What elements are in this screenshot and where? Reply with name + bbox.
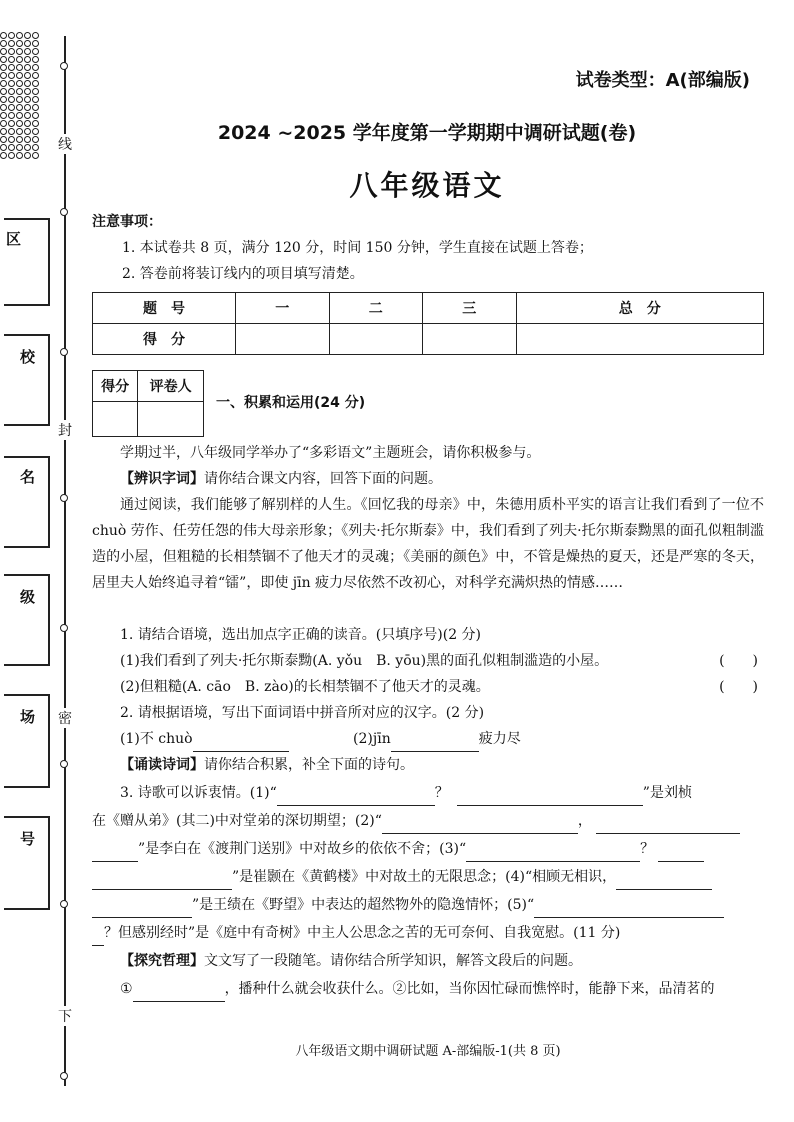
answer-paren[interactable]: ( ) — [719, 653, 758, 669]
binding-hole — [32, 112, 39, 119]
grading-box-header: 评卷人 — [138, 371, 204, 402]
binding-hole-row — [0, 112, 44, 120]
part3-instruction: 文文写了一段随笔。请你结合所学知识，解答文段后的问题。 — [204, 953, 582, 969]
q3-text: ”是王绩在《野望》中表达的超然物外的隐逸情怀；(5)“ — [192, 897, 535, 913]
binding-hole — [0, 136, 7, 143]
passage: 通过阅读，我们能够了解别样的人生。《回忆我的母亲》中，朱德用质朴平实的语言让我们看到了一位不 chuò 劳作、任劳任怨的伟大母亲形象；《列夫·托尔斯泰》中，我们看到了列夫·托尔斯泰黝黑的面孔似粗制滥造的小屋，但粗糙的长相禁锢不了他天才的灵魂；《美丽的颜色》中，不管是燥热的夏天，还是严寒的冬天，居里夫人始终追寻着“镭”，即使 jīn 疲力尽依然不改初心，对科学充满炽热的情感…… — [92, 497, 764, 591]
answer-blank[interactable] — [457, 791, 643, 806]
q3-text: ？但感别经时”是《庭中有奇树》中主人公思念之苦的无可奈何、自我宽慰。(11 分) — [104, 925, 621, 941]
part2-instruction: 请你结合积累，补全下面的诗句。 — [204, 757, 414, 773]
grading-grader-cell[interactable] — [138, 402, 204, 437]
binding-hole — [24, 112, 31, 119]
binding-hole-row — [0, 88, 44, 96]
score-cell[interactable] — [423, 324, 517, 355]
binding-hole — [8, 96, 15, 103]
page-footer: 八年级语文期中调研试题 A-部编版-1(共 8 页) — [295, 1044, 561, 1059]
binding-hole-row — [0, 80, 44, 88]
binding-hole — [32, 136, 39, 143]
binding-hole-row — [0, 144, 44, 152]
binding-hole — [24, 32, 31, 39]
binding-hole-row — [0, 120, 44, 128]
binding-hole — [16, 152, 23, 159]
answer-blank[interactable] — [92, 903, 192, 918]
exam-title: 2024 ~2025 学年度第一学期期中调研试题(卷) — [217, 122, 637, 144]
answer-blank[interactable] — [534, 903, 724, 918]
q2-item-tail: 疲力尽 — [478, 731, 521, 747]
answer-blank[interactable] — [616, 875, 712, 890]
district-label: 区 — [6, 230, 22, 248]
score-table-header: 总 分 — [516, 293, 764, 324]
binding-ring — [60, 1072, 68, 1080]
part3-line — [92, 976, 764, 1002]
notice-heading: 注意事项： — [92, 214, 162, 230]
binding-hole — [24, 128, 31, 135]
part1-heading — [92, 466, 764, 492]
binding-hole — [8, 48, 15, 55]
binding-hole — [24, 72, 31, 79]
notice-item: 2. 答卷前将装订线内的项目填写清楚。 — [122, 266, 364, 282]
q3-text: ”是刘桢 — [642, 785, 692, 801]
binding-hole — [24, 56, 31, 63]
score-table — [92, 292, 764, 355]
binding-hole — [16, 80, 23, 87]
binding-hole — [16, 32, 23, 39]
binding-hole — [16, 48, 23, 55]
score-cell[interactable] — [329, 324, 423, 355]
binding-hole — [24, 88, 31, 95]
q3-text: 在《赠从弟》(其二)中对堂弟的深切期望；(2)“ — [92, 813, 382, 829]
answer-blank[interactable] — [193, 737, 289, 752]
binding-hole — [0, 112, 7, 119]
binding-hole-row — [0, 48, 44, 56]
binding-hole — [8, 40, 15, 47]
binding-ring — [60, 624, 68, 632]
part2-heading — [92, 752, 764, 778]
q3-line — [92, 920, 764, 946]
binding-hole — [32, 72, 39, 79]
q2: 2. 请根据语境，写出下面词语中拼音所对应的汉字。(2 分) — [120, 705, 485, 721]
q3-text: ？ — [640, 841, 655, 857]
binding-hole — [24, 40, 31, 47]
part1-tag: 【辨识字词】 — [120, 471, 204, 487]
part3-heading — [92, 948, 764, 974]
part2-tag: 【诵读诗词】 — [120, 757, 204, 773]
binding-ring — [60, 494, 68, 502]
answer-blank[interactable] — [596, 819, 740, 834]
notice-item: 1. 本试卷共 8 页，满分 120 分，时间 150 分钟，学生直接在试题上答卷； — [122, 240, 593, 256]
subject-title: 八年级语文 — [349, 169, 505, 202]
binding-hole-row — [0, 72, 44, 80]
class-label: 级 — [20, 588, 36, 606]
q3-text: 3. 诗歌可以诉衷情。(1)“ — [120, 785, 277, 801]
binding-hole — [24, 64, 31, 71]
binding-hole — [8, 56, 15, 63]
score-table-header: 二 — [329, 293, 423, 324]
binding-holes — [0, 32, 44, 160]
paper-type: 试卷类型：A(部编版) — [575, 70, 750, 91]
grading-score-cell[interactable] — [93, 402, 138, 437]
answer-blank[interactable] — [92, 931, 104, 946]
q1-item-text: (2)但粗糙(A. cāo B. zào)的长相禁锢不了他天才的灵魂。 — [120, 679, 490, 695]
name-label: 名 — [20, 468, 36, 486]
binding-hole — [16, 64, 23, 71]
binding-hole — [24, 136, 31, 143]
q3-line — [92, 892, 764, 918]
binding-hole — [16, 40, 23, 47]
intro-text — [92, 440, 764, 596]
binding-hole — [0, 32, 7, 39]
intro-line: 学期过半，八年级同学举办了“多彩语文”主题班会，请你积极参与。 — [120, 445, 541, 461]
answer-blank[interactable] — [133, 987, 225, 1002]
score-row-label: 得 分 — [93, 324, 236, 355]
binding-hole — [0, 40, 7, 47]
binding-hole — [16, 112, 23, 119]
score-table-header: 一 — [236, 293, 330, 324]
binding-hole-row — [0, 104, 44, 112]
binding-hole — [8, 104, 15, 111]
part1-instruction: 请你结合课文内容，回答下面的问题。 — [204, 471, 442, 487]
binding-hole-row — [0, 152, 44, 160]
answer-blank[interactable] — [92, 847, 138, 862]
binding-hole — [16, 104, 23, 111]
binding-hole — [0, 56, 7, 63]
q2-item-text: (1)不 chuò — [120, 731, 193, 747]
binding-hole — [32, 88, 39, 95]
binding-hole — [32, 96, 39, 103]
binding-hole — [16, 128, 23, 135]
section-title: 一、积累和运用(24 分) — [216, 395, 366, 411]
binding-hole — [0, 96, 7, 103]
binding-hole — [16, 144, 23, 151]
q2-item-text: (2)jīn — [353, 731, 391, 747]
score-cell[interactable] — [236, 324, 330, 355]
binding-hole — [0, 152, 7, 159]
binding-hole — [8, 80, 15, 87]
binding-hole — [8, 112, 15, 119]
binding-ring — [60, 760, 68, 768]
binding-hole — [24, 48, 31, 55]
q1-item-text: (1)我们看到了列夫·托尔斯泰黝(A. yǒu B. yōu)黑的面孔似粗制滥造的小屋。 — [120, 653, 609, 669]
binding-hole — [32, 104, 39, 111]
binding-hole — [0, 64, 7, 71]
binding-hole — [16, 96, 23, 103]
binding-hole — [32, 32, 39, 39]
binding-hole-row — [0, 136, 44, 144]
binding-hole — [24, 96, 31, 103]
binding-hole — [8, 136, 15, 143]
school-label: 校 — [20, 348, 36, 366]
binding-char: 线 — [58, 134, 72, 154]
q1-item — [92, 674, 764, 700]
answer-blank[interactable] — [658, 847, 704, 862]
binding-hole — [0, 144, 7, 151]
answer-paren[interactable]: ( ) — [719, 679, 758, 695]
binding-hole — [16, 120, 23, 127]
binding-hole — [0, 128, 7, 135]
q1-item — [92, 648, 764, 674]
grading-box — [92, 370, 204, 437]
score-table-header: 题 号 — [93, 293, 236, 324]
answer-blank[interactable] — [382, 819, 578, 834]
score-table-header: 三 — [423, 293, 517, 324]
binding-hole-row — [0, 96, 44, 104]
binding-hole — [32, 40, 39, 47]
binding-line — [64, 36, 66, 1086]
answer-blank[interactable] — [466, 847, 640, 862]
binding-hole — [16, 136, 23, 143]
binding-hole — [8, 152, 15, 159]
binding-hole — [24, 144, 31, 151]
binding-hole — [0, 120, 7, 127]
binding-hole — [24, 104, 31, 111]
binding-ring — [60, 900, 68, 908]
binding-ring — [60, 62, 68, 70]
q3-line — [92, 836, 764, 862]
binding-hole — [8, 144, 15, 151]
binding-char: 封 — [58, 420, 72, 440]
binding-hole — [32, 128, 39, 135]
binding-hole — [8, 88, 15, 95]
binding-hole-row — [0, 32, 44, 40]
q3-line — [92, 780, 764, 806]
binding-hole — [32, 48, 39, 55]
binding-hole-row — [0, 64, 44, 72]
binding-hole-row — [0, 40, 44, 48]
binding-char: 密 — [58, 708, 72, 728]
binding-ring — [60, 208, 68, 216]
q3-line — [92, 808, 764, 834]
exam-room-label: 场 — [20, 708, 36, 726]
q2-items — [92, 726, 764, 752]
answer-blank[interactable] — [277, 791, 435, 806]
binding-hole — [32, 144, 39, 151]
binding-hole — [24, 120, 31, 127]
binding-hole — [24, 152, 31, 159]
part3-text: ，播种什么就会收获什么。②比如，当你因忙碌而憔悴时，能静下来，品清茗的 — [224, 981, 715, 997]
binding-hole-row — [0, 128, 44, 136]
binding-hole — [0, 104, 7, 111]
q3-text: ？ — [434, 785, 449, 801]
binding-hole — [32, 80, 39, 87]
q3-text: ， — [577, 813, 592, 829]
binding-hole-row — [0, 56, 44, 64]
q3-line — [92, 864, 764, 890]
q3-text: ”是李白在《渡荆门送别》中对故乡的依依不舍；(3)“ — [138, 841, 467, 857]
part3-text: ① — [120, 981, 133, 997]
answer-blank[interactable] — [92, 875, 232, 890]
binding-hole — [16, 56, 23, 63]
binding-hole — [24, 80, 31, 87]
q1: 1. 请结合语境，选出加点字正确的读音。(只填序号)(2 分) — [120, 627, 482, 643]
binding-hole — [0, 80, 7, 87]
binding-hole — [32, 64, 39, 71]
binding-hole — [32, 152, 39, 159]
q3-text: ”是崔颢在《黄鹤楼》中对故土的无限思念；(4)“相顾无相识， — [232, 869, 617, 885]
binding-hole — [32, 56, 39, 63]
score-cell[interactable] — [516, 324, 764, 355]
binding-hole — [8, 128, 15, 135]
binding-hole — [0, 48, 7, 55]
binding-hole — [8, 32, 15, 39]
binding-hole — [0, 72, 7, 79]
binding-hole — [16, 88, 23, 95]
binding-char: 下 — [58, 1006, 72, 1026]
binding-hole — [16, 72, 23, 79]
part3-tag: 【探究哲理】 — [120, 953, 204, 969]
binding-hole — [8, 72, 15, 79]
binding-hole — [8, 64, 15, 71]
grading-box-header: 得分 — [93, 371, 138, 402]
binding-hole — [8, 120, 15, 127]
answer-blank[interactable] — [391, 737, 479, 752]
seat-number-label: 号 — [20, 830, 36, 848]
binding-hole — [32, 120, 39, 127]
binding-hole — [0, 88, 7, 95]
